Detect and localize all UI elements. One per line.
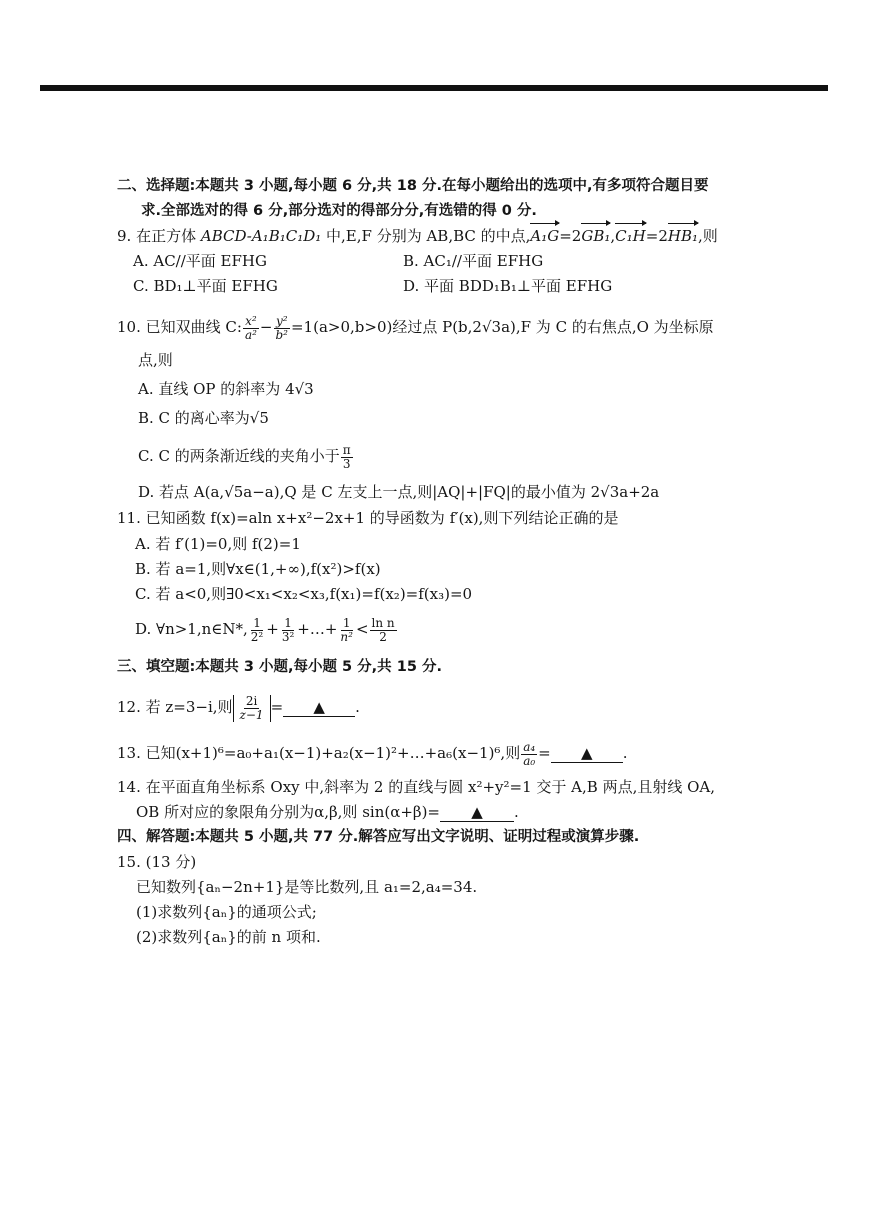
vector-a1g: A₁G (530, 227, 560, 245)
question-15-part-2: (2)求数列{aₙ}的前 n 项和. (136, 928, 321, 946)
section-4-heading: 四、解答题:本题共 5 小题,共 77 分.解答应写出文字说明、证明过程或演算步骤. (117, 829, 640, 845)
question-11-option-b: B. 若 a=1,则∀x∈(1,+∞),f(x²)>f(x) (135, 560, 381, 578)
triangle-icon: ▲ (580, 744, 593, 762)
section-3-heading: 三、填空题:本题共 3 小题,每小题 5 分,共 15 分. (117, 659, 442, 675)
fraction-x2-a2: $\frac{\text{x²}}{\text{a²}}$ (244, 313, 257, 342)
fraction-1-over-3sq: $\frac{1}{\text{3²}}$ (281, 615, 295, 644)
question-9-option-a: A. AC//平面 EFHG (133, 252, 267, 270)
question-15-stem: 已知数列{aₙ−2n+1}是等比数列,且 a₁=2,a₄=34. (136, 878, 478, 896)
fraction-1-over-nsq: $\frac{1}{\text{n²}}$ (340, 615, 353, 644)
fraction-1-over-2sq: $\frac{1}{\text{2²}}$ (250, 615, 264, 644)
vector-gb1: GB₁ (581, 227, 611, 245)
vector-hb1: HB₁ (667, 227, 698, 245)
vector-c1h: C₁H (615, 227, 646, 245)
question-14-stem-cont: OB 所对应的象限角分别为α,β,则 sin(α+β)= ▲ . (136, 803, 519, 821)
question-11-stem: 11. 已知函数 f(x)=aln x+x²−2x+1 的导函数为 f′(x),则下列结论正确的是 (117, 509, 619, 527)
question-10-option-d: D. 若点 A(a,√5a−a),Q 是 C 左支上一点,则|AQ|+|FQ|的最小值为 2√3a+2a (138, 483, 660, 501)
answer-blank-12[interactable] (283, 698, 355, 717)
question-12: 12. 若 z=3−i,则 $\frac{2i}{z-1}$ = ▲ . (117, 693, 360, 722)
fraction-lnn-over-2: $\frac{\text{ln n}}{2}$ (371, 615, 395, 644)
answer-blank-14[interactable] (440, 803, 514, 822)
question-9-option-d: D. 平面 BDD₁B₁⊥平面 EFHG (403, 277, 613, 295)
question-10-stem-cont: 点,则 (138, 351, 173, 369)
question-14-stem: 14. 在平面直角坐标系 Oxy 中,斜率为 2 的直线与圆 x²+y²=1 交于 A,B 两点,且射线 OA, (117, 778, 716, 796)
question-15-title: 15. (13 分) (117, 853, 197, 871)
question-13: 13. 已知(x+1)⁶=a₀+a₁(x−1)+a₂(x−1)²+…+a₆(x−1)⁶,则 $\frac{\text{a₄}}{\text{a₀}}$ = ▲ . (117, 739, 628, 768)
question-10-stem: 10. 已知双曲线 C: $\frac{\text{x²}}{\text{a²}}$ − $\frac{\text{y²}}{\text{b²}}$ =1(a>0,b>0)经过点 P(b,2√3a),F 为 C 的右焦点,O 为坐标原 (117, 313, 714, 342)
triangle-icon: ▲ (471, 803, 483, 821)
fraction-2i-over-z-1: $\frac{2i}{z-1}$ (239, 693, 264, 722)
question-9-stem: 9. 在正方体 ABCD-A₁B₁C₁D₁ 中,E,F 分别为 AB,BC 的中点,A₁G=2GB₁,C₁H=2HB₁,则 (117, 227, 718, 245)
section-2-heading: 二、选择题:本题共 3 小题,每小题 6 分,共 18 分.在每小题给出的选项中,有多项符合题目要 (117, 178, 709, 194)
question-9-option-b: B. AC₁//平面 EFHG (403, 252, 544, 270)
section-2-heading-cont: 求.全部选对的得 6 分,部分选对的得部分分,有选错的得 0 分. (141, 203, 537, 219)
question-11-option-a: A. 若 f′(1)=0,则 f(2)=1 (135, 535, 301, 553)
question-11-option-d: D. ∀n>1,n∈N*, $\frac{1}{\text{2²}}$ + $\frac{1}{\text{3²}}$ +…+ $\frac{1}{\text{n²}}$ < $\frac{\text{ln n}}{2}$ (135, 615, 395, 644)
question-9-option-c: C. BD₁⊥平面 EFHG (133, 277, 278, 295)
fraction-a4-over-a0: $\frac{\text{a₄}}{\text{a₀}}$ (523, 739, 536, 768)
fraction-pi-3: $\frac{\pi}{3}$ (342, 442, 351, 471)
question-11-option-c: C. 若 a<0,则∃0<x₁<x₂<x₃,f(x₁)=f(x₂)=f(x₃)=0 (135, 585, 473, 603)
question-10-option-b: B. C 的离心率为√5 (138, 409, 269, 427)
question-10-option-c: C. C 的两条渐近线的夹角小于 $\frac{\pi}{3}$ (138, 442, 351, 471)
fraction-y2-b2: $\frac{\text{y²}}{\text{b²}}$ (275, 313, 288, 342)
absolute-value (233, 695, 271, 722)
answer-blank-13[interactable] (551, 744, 623, 763)
question-15-part-1: (1)求数列{aₙ}的通项公式; (136, 903, 317, 921)
question-10-option-a: A. 直线 OP 的斜率为 4√3 (138, 380, 314, 398)
triangle-icon: ▲ (313, 698, 325, 716)
